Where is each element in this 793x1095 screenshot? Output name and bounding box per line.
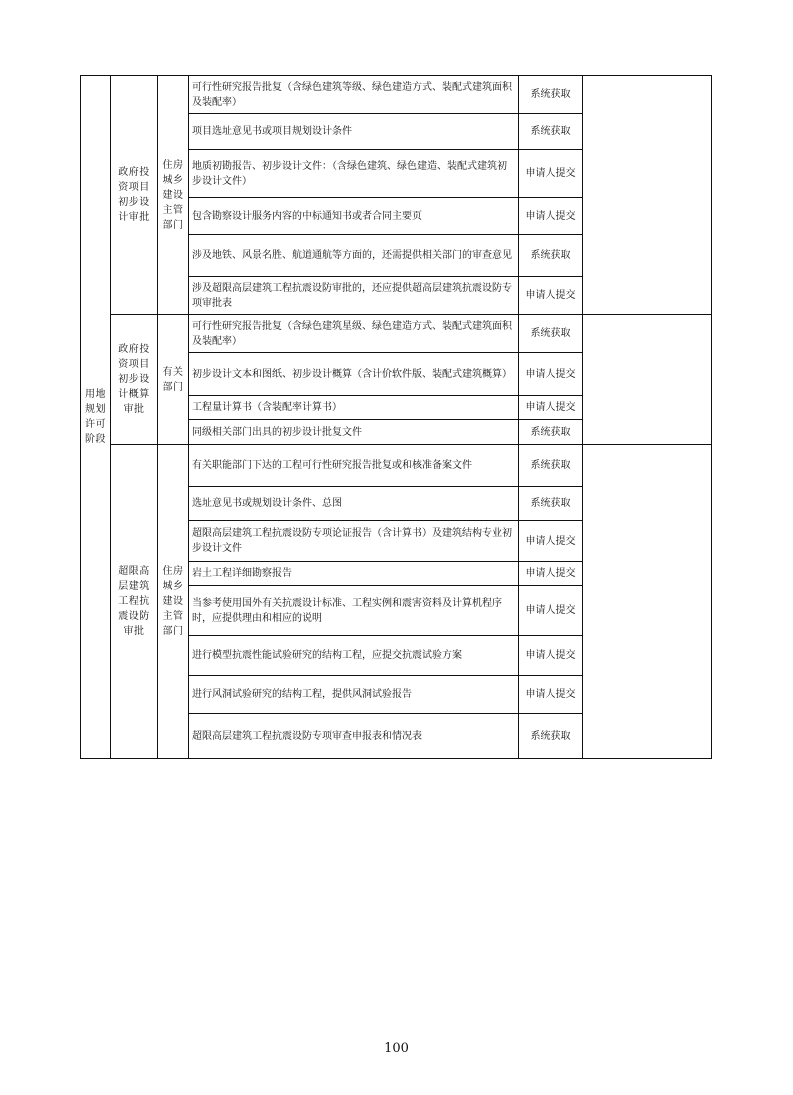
dept-cell: 有关部门	[158, 315, 189, 445]
source-cell: 申请人提交	[519, 277, 583, 315]
materials-table	[80, 75, 712, 759]
material-cell: 可行性研究报告批复（含绿色建筑星级、绿色建造方式、装配式建筑面积及装配率）	[189, 315, 519, 353]
phase-cell: 政府投资项目初步设计概算审批	[111, 315, 158, 445]
material-cell: 同级相关部门出具的初步设计批复文件	[189, 420, 519, 445]
source-cell: 申请人提交	[519, 676, 583, 714]
page-number: 100	[384, 1041, 409, 1056]
dept-cell: 住房城乡建设主管部门	[158, 76, 189, 315]
stage-cell: 用地规划许可阶段	[81, 76, 111, 759]
material-cell: 项目选址意见书或项目规划设计条件	[189, 114, 519, 150]
source-cell: 申请人提交	[519, 198, 583, 235]
source-cell: 申请人提交	[519, 150, 583, 198]
phase-cell: 政府投资项目初步设计审批	[111, 76, 158, 315]
material-cell: 有关职能部门下达的工程可行性研究报告批复或和核准备案文件	[189, 445, 519, 487]
source-cell: 系统获取	[519, 315, 583, 353]
source-cell: 系统获取	[519, 445, 583, 487]
material-cell: 超限高层建筑工程抗震设防专项论证报告（含计算书）及建筑结构专业初步设计文件	[189, 521, 519, 562]
source-cell: 申请人提交	[519, 586, 583, 636]
material-cell: 涉及地铁、风景名胜、航道通航等方面的，还需提供相关部门的审查意见	[189, 235, 519, 277]
material-cell: 涉及超限高层建筑工程抗震设防审批的，还应提供超高层建筑抗震设防专项审批表	[189, 277, 519, 315]
source-cell: 申请人提交	[519, 396, 583, 420]
material-cell: 选址意见书或规划设计条件、总图	[189, 487, 519, 521]
material-cell: 包含勘察设计服务内容的中标通知书或者合同主要页	[189, 198, 519, 235]
material-cell: 进行风洞试验研究的结构工程，提供风洞试验报告	[189, 676, 519, 714]
source-cell: 申请人提交	[519, 636, 583, 676]
material-cell: 岩土工程详细勘察报告	[189, 562, 519, 586]
material-cell: 可行性研究报告批复（含绿色建筑等级、绿色建造方式、装配式建筑面积及装配率）	[189, 76, 519, 114]
material-cell: 当参考使用国外有关抗震设计标准、工程实例和震害资料及计算机程序时，应提供理由和相应的说明	[189, 586, 519, 636]
source-cell: 申请人提交	[519, 521, 583, 562]
source-cell: 系统获取	[519, 114, 583, 150]
source-cell: 系统获取	[519, 420, 583, 445]
source-cell: 系统获取	[519, 76, 583, 114]
dept-cell: 住房城乡建设主管部门	[158, 445, 189, 759]
source-cell: 申请人提交	[519, 353, 583, 396]
note-cell	[583, 315, 712, 445]
source-cell: 系统获取	[519, 714, 583, 759]
source-cell: 系统获取	[519, 487, 583, 521]
phase-cell: 超限高层建筑工程抗震设防审批	[111, 445, 158, 759]
material-cell: 工程量计算书（含装配率计算书）	[189, 396, 519, 420]
note-cell	[583, 76, 712, 315]
source-cell: 申请人提交	[519, 562, 583, 586]
material-cell: 超限高层建筑工程抗震设防专项审查申报表和情况表	[189, 714, 519, 759]
material-cell: 地质初勘报告、初步设计文件：（含绿色建筑、绿色建造、装配式建筑初步设计文件）	[189, 150, 519, 198]
material-cell: 初步设计文本和图纸、初步设计概算（含计价软件版、装配式建筑概算）	[189, 353, 519, 396]
source-cell: 系统获取	[519, 235, 583, 277]
material-cell: 进行模型抗震性能试验研究的结构工程，应提交抗震试验方案	[189, 636, 519, 676]
note-cell	[583, 445, 712, 759]
